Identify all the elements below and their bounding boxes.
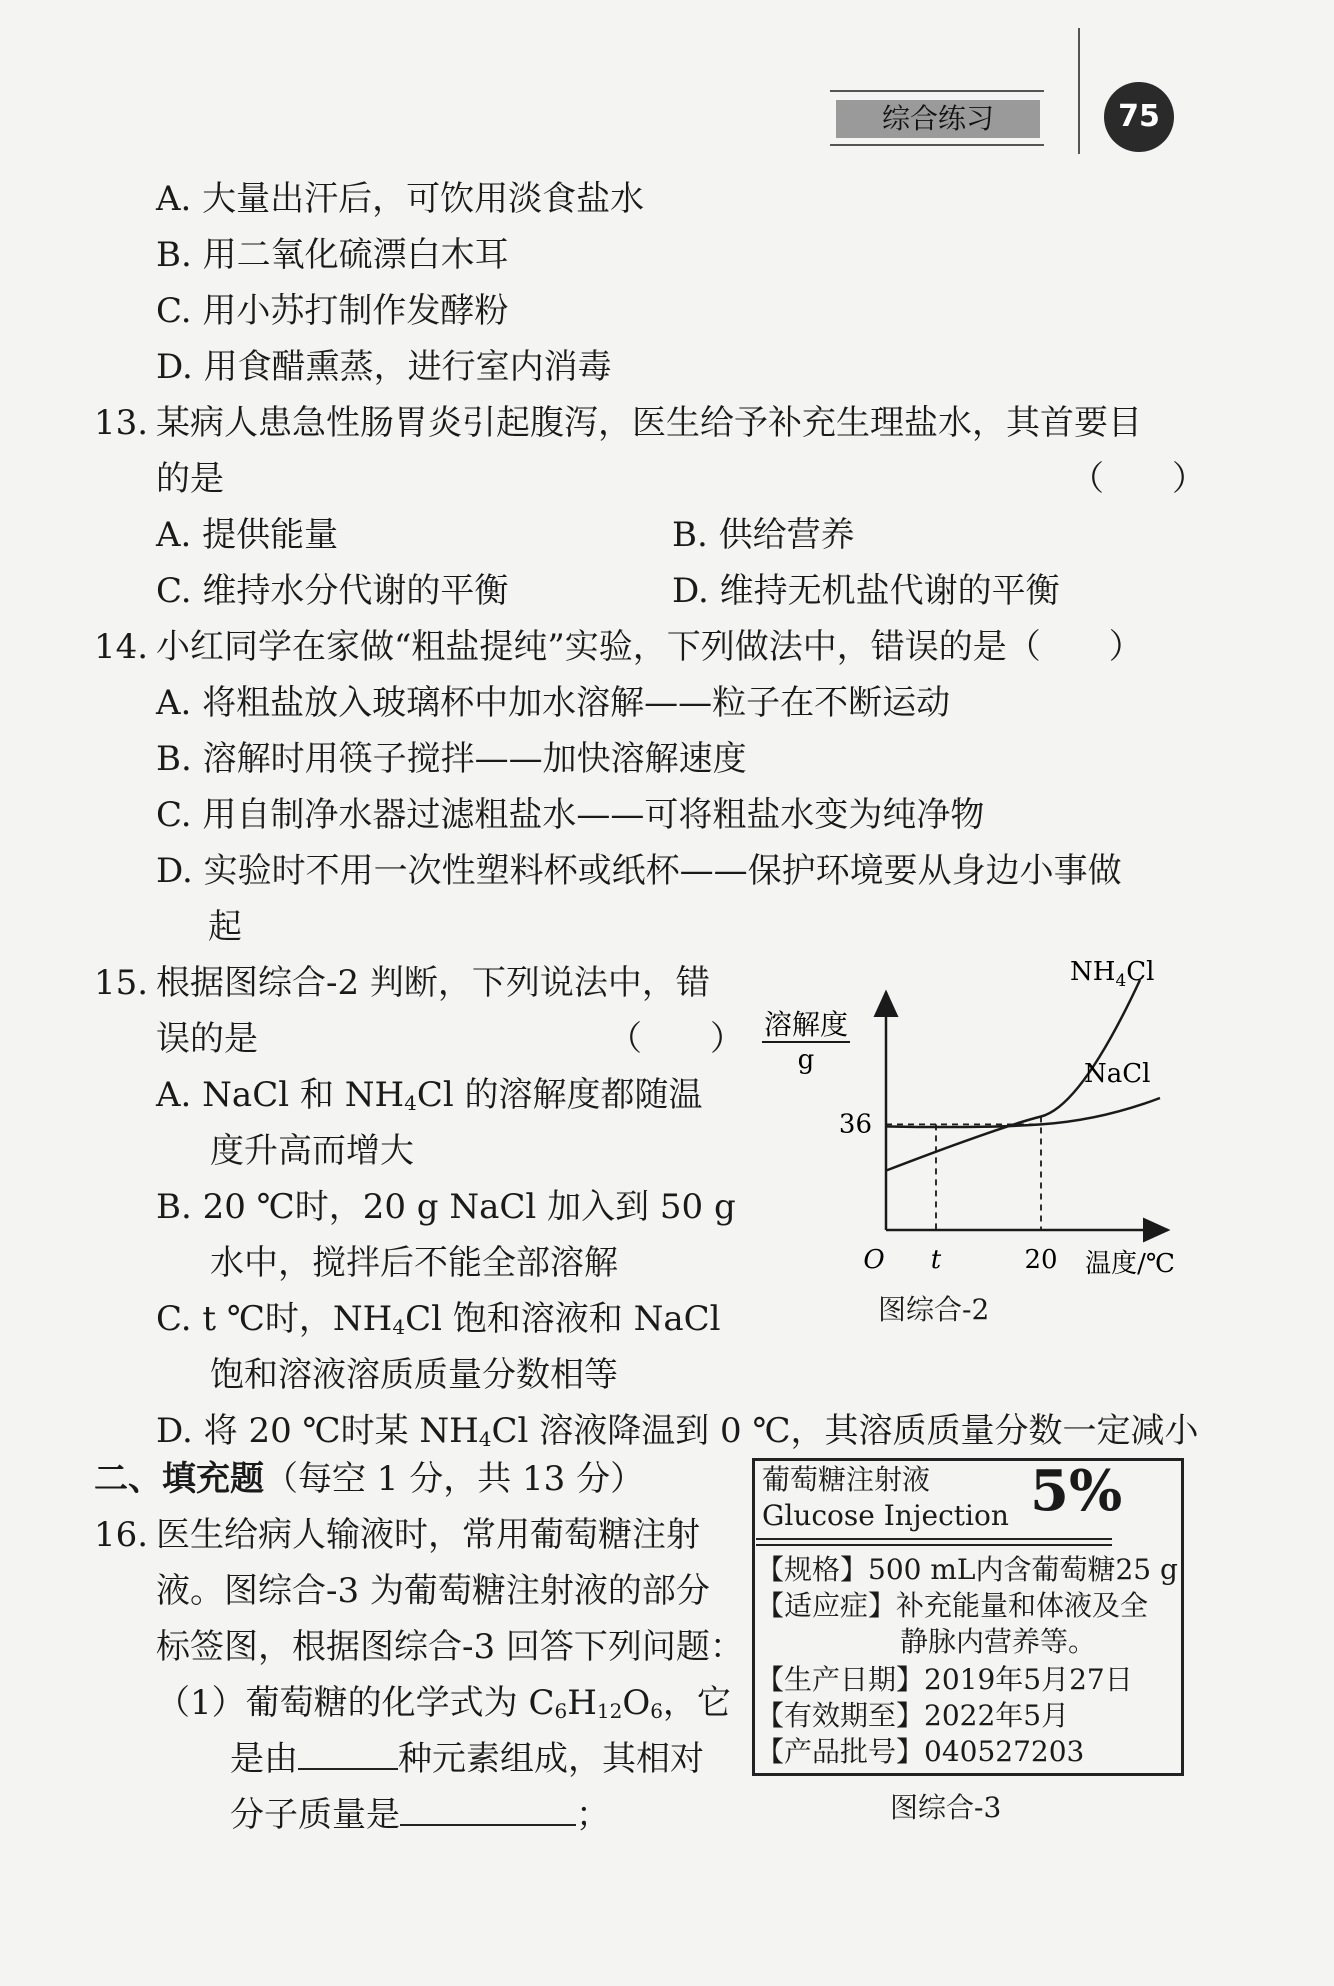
page-number: 75 bbox=[1118, 99, 1160, 134]
q15-answer-bracket: （ ） bbox=[608, 1019, 744, 1059]
solubility-chart bbox=[740, 950, 1180, 1330]
q16-sub1-line1: （1）葡萄糖的化学式为 $C_6H_{12}O_6$，它 bbox=[156, 1683, 731, 1723]
section-2-title: 二、填充题 bbox=[94, 1459, 264, 1499]
q15-option-d: D. 将 20 ℃时某 $NH_4Cl$ 溶液降温到 0 ℃，其溶质质量分数一定减小 bbox=[156, 1411, 1199, 1451]
header-divider bbox=[1078, 28, 1080, 154]
section-2-note: （每空 1 分，共 13 分） bbox=[264, 1459, 645, 1499]
q12-option-b: B. 用二氧化硫漂白木耳 bbox=[156, 235, 509, 275]
figure-caption-3: 图综合-3 bbox=[890, 1791, 1002, 1824]
q14-option-a: A. 将粗盐放入玻璃杯中加水溶解——粒子在不断运动 bbox=[156, 683, 951, 723]
x-tick-label-t: t bbox=[930, 1245, 942, 1275]
y-tick-label: 36 bbox=[838, 1109, 872, 1140]
blank-element-count[interactable] bbox=[298, 1738, 398, 1770]
label-name-cn: 葡萄糖注射液 bbox=[762, 1463, 931, 1496]
label-spec: 【规格】500 mL内含葡萄糖25 g bbox=[756, 1553, 1178, 1586]
q14-option-b: B. 溶解时用筷子搅拌——加快溶解速度 bbox=[156, 739, 747, 779]
q15-stem-line2: 误的是 bbox=[156, 1019, 258, 1059]
q16-number: 16. bbox=[94, 1515, 149, 1555]
q15-option-c-line2: 饱和溶液溶质质量分数相等 bbox=[210, 1355, 618, 1395]
label-rule-1 bbox=[756, 1538, 1112, 1540]
q12-option-a: A. 大量出汗后，可饮用淡食盐水 bbox=[156, 179, 645, 219]
label-indication-line2: 静脉内营养等。 bbox=[900, 1625, 1097, 1658]
label-rule-2 bbox=[756, 1544, 1112, 1546]
q13-stem-line2: 的是 bbox=[156, 459, 224, 499]
q14-number: 14. bbox=[94, 627, 149, 667]
q16-sub1-line2: 是由 种元素组成，其相对 bbox=[230, 1739, 704, 1779]
y-axis-label-top: 溶解度 bbox=[763, 1008, 849, 1041]
series-label-nacl: NaCl bbox=[1084, 1059, 1151, 1089]
q16-line1: 医生给病人输液时，常用葡萄糖注射 bbox=[156, 1515, 700, 1555]
q13-stem-line1: 某病人患急性肠胃炎引起腹泻，医生给予补充生理盐水，其首要目 bbox=[156, 403, 1142, 443]
q14-option-d: D. 实验时不用一次性塑料杯或纸杯——保护环境要从身边小事做 bbox=[156, 851, 1122, 891]
origin-label: O bbox=[863, 1245, 885, 1275]
label-indication-line1: 【适应症】补充能量和体液及全 bbox=[756, 1589, 1149, 1622]
q15-option-b-line1: B. 20 ℃时，20 g NaCl 加入到 50 g bbox=[156, 1187, 736, 1227]
q13-option-a: A. 提供能量 bbox=[156, 515, 339, 555]
q15-option-a-line2: 度升高而增大 bbox=[210, 1131, 414, 1171]
q13-number: 13. bbox=[94, 403, 149, 443]
section-title: 综合练习 bbox=[881, 102, 994, 135]
header-rule-bottom bbox=[830, 144, 1044, 146]
x-axis-label: 温度/℃ bbox=[1085, 1249, 1175, 1279]
q16-line2: 液。图综合-3 为葡萄糖注射液的部分 bbox=[156, 1571, 710, 1611]
section-2-heading bbox=[94, 1458, 644, 1500]
q14-option-d-cont: 起 bbox=[208, 907, 242, 947]
q15-option-a-line1: A. NaCl 和 $NH_4Cl$ 的溶解度都随温 bbox=[156, 1075, 703, 1115]
q13-answer-bracket: （ ） bbox=[1070, 459, 1206, 499]
q13-option-d: D. 维持无机盐代谢的平衡 bbox=[672, 571, 1060, 611]
q14-option-c: C. 用自制净水器过滤粗盐水——可将粗盐水变为纯净物 bbox=[156, 795, 985, 835]
x-tick-label-20: 20 bbox=[1024, 1245, 1058, 1275]
header-rule-top bbox=[830, 90, 1044, 92]
series-label-nh4cl: $NH_4Cl$ bbox=[1070, 957, 1155, 991]
q15-option-b-line2: 水中，搅拌后不能全部溶解 bbox=[210, 1243, 618, 1283]
figure-caption-2: 图综合-2 bbox=[878, 1293, 990, 1326]
q12-option-c: C. 用小苏打制作发酵粉 bbox=[156, 291, 509, 331]
y-axis-label-unit: g bbox=[797, 1045, 815, 1075]
q14-stem: 小红同学在家做“粗盐提纯”实验，下列做法中，错误的是（ ） bbox=[156, 627, 1143, 667]
q15-option-c-line1: C. t ℃时，$NH_4Cl$ 饱和溶液和 NaCl bbox=[156, 1299, 721, 1339]
label-expiry: 【有效期至】2022年5月 bbox=[756, 1699, 1070, 1732]
q12-option-d: D. 用食醋熏蒸，进行室内消毒 bbox=[156, 347, 612, 387]
label-name-en: Glucose Injection bbox=[762, 1499, 1009, 1532]
q15-number: 15. bbox=[94, 963, 149, 1003]
q15-stem-line1: 根据图综合-2 判断，下列说法中，错 bbox=[156, 963, 710, 1003]
label-production-date: 【生产日期】2019年5月27日 bbox=[756, 1663, 1133, 1696]
q13-option-c: C. 维持水分代谢的平衡 bbox=[156, 571, 509, 611]
q13-option-b: B. 供给营养 bbox=[672, 515, 855, 555]
q16-sub1-line3: 分子质量是 ； bbox=[230, 1795, 610, 1835]
label-percent: 5% bbox=[1030, 1458, 1123, 1524]
blank-molecular-mass[interactable] bbox=[400, 1794, 576, 1826]
q16-line3: 标签图，根据图综合-3 回答下列问题： bbox=[156, 1627, 744, 1667]
label-batch: 【产品批号】040527203 bbox=[756, 1735, 1085, 1768]
